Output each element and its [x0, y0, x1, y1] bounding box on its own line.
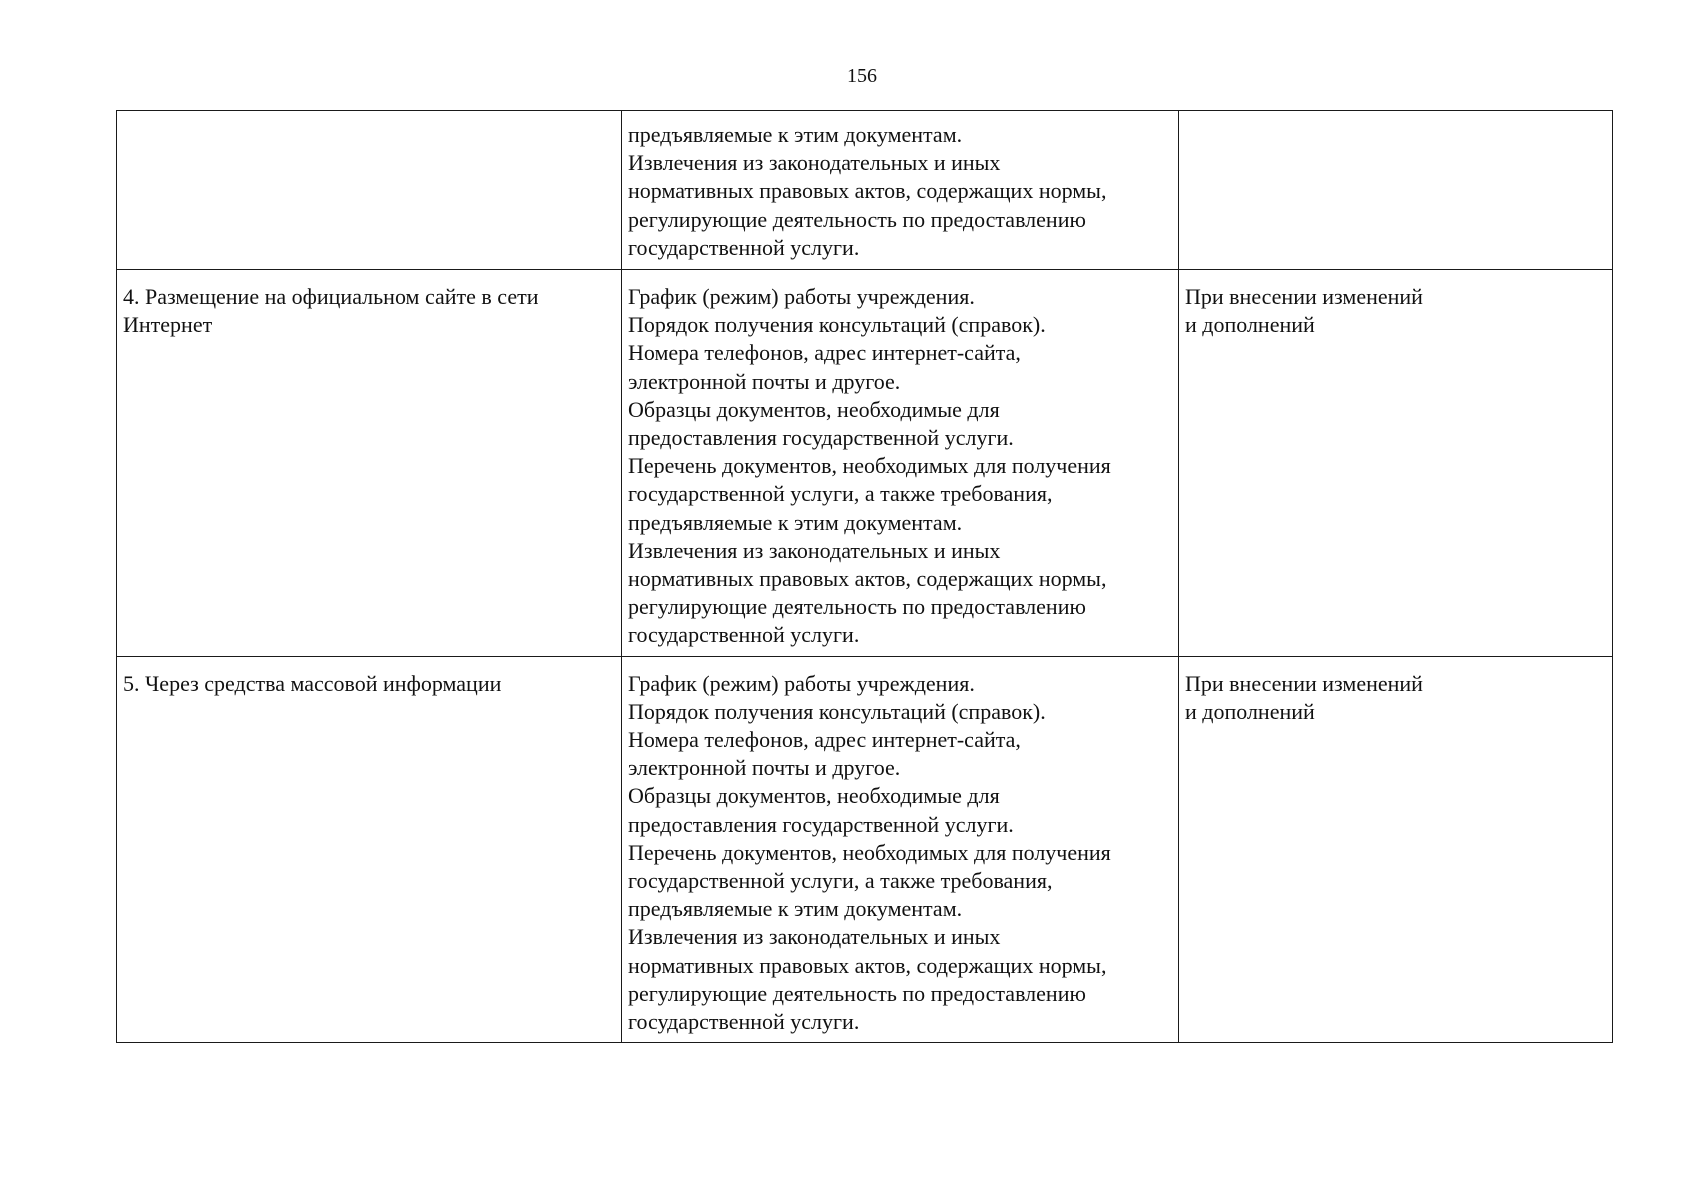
- content-line: Образцы документов, необходимые для: [628, 396, 1000, 422]
- content-line: электронной почты и другое.: [628, 368, 901, 394]
- content-line: Перечень документов, необходимых для получения: [628, 839, 1111, 865]
- content-line: регулирующие деятельность по предоставлению: [628, 980, 1086, 1006]
- content-line: Порядок получения консультаций (справок).: [628, 698, 1046, 724]
- content-line: предъявляемые к этим документам.: [628, 509, 963, 535]
- content-line: предъявляемые к этим документам.: [628, 896, 963, 922]
- table-row: [117, 270, 1613, 657]
- frequency-line: При внесении изменений: [1185, 670, 1423, 696]
- content-cell: [622, 270, 1179, 657]
- content-line: Извлечения из законодательных и иных: [628, 924, 1001, 950]
- frequency-line: и дополнений: [1185, 698, 1315, 724]
- content-cell: [622, 111, 1179, 270]
- content-line: нормативных правовых актов, содержащих нормы,: [628, 178, 1107, 204]
- content-line: предоставления государственной услуги.: [628, 425, 1014, 451]
- frequency-line: и дополнений: [1185, 312, 1315, 338]
- content-line: нормативных правовых актов, содержащих нормы,: [628, 952, 1107, 978]
- content-line: предъявляемые к этим документам.: [628, 122, 963, 147]
- frequency-cell: [1179, 111, 1613, 270]
- content-line: График (режим) работы учреждения.: [628, 284, 975, 309]
- method-cell: [117, 656, 622, 1043]
- content-line: государственной услуги, а также требования,: [628, 481, 1053, 507]
- content-line: государственной услуги.: [628, 1009, 860, 1035]
- content-line: График (режим) работы учреждения.: [628, 670, 975, 696]
- information-table: [116, 110, 1613, 1043]
- method-line: 5. Через средства массовой информации: [123, 670, 502, 696]
- content-line: Извлечения из законодательных и иных: [628, 537, 1001, 563]
- method-line: 4. Размещение на официальном сайте в сети: [123, 284, 539, 309]
- frequency-cell: [1179, 656, 1613, 1043]
- frequency-cell: [1179, 270, 1613, 657]
- content-line: нормативных правовых актов, содержащих нормы,: [628, 566, 1107, 592]
- content-line: государственной услуги, а также требования,: [628, 868, 1053, 894]
- content-line: Образцы документов, необходимые для: [628, 783, 1000, 809]
- content-line: Извлечения из законодательных и иных: [628, 150, 1001, 176]
- content-line: Перечень документов, необходимых для получения: [628, 453, 1111, 479]
- method-cell: [117, 111, 622, 270]
- content-line: регулирующие деятельность по предоставлению: [628, 206, 1086, 232]
- content-line: регулирующие деятельность по предоставлению: [628, 594, 1086, 620]
- method-line: Интернет: [123, 312, 213, 338]
- content-line: Номера телефонов, адрес интернет-сайта,: [628, 340, 1021, 366]
- content-line: государственной услуги.: [628, 234, 860, 260]
- content-line: государственной услуги.: [628, 622, 860, 648]
- frequency-line: При внесении изменений: [1185, 284, 1423, 309]
- table-row: [117, 111, 1613, 270]
- content-line: Номера телефонов, адрес интернет-сайта,: [628, 727, 1021, 753]
- content-line: Порядок получения консультаций (справок).: [628, 312, 1046, 338]
- method-cell: [117, 270, 622, 657]
- content-cell: [622, 656, 1179, 1043]
- content-line: предоставления государственной услуги.: [628, 811, 1014, 837]
- page-number: 156: [847, 65, 877, 87]
- table-row: [117, 656, 1613, 1043]
- content-line: электронной почты и другое.: [628, 755, 901, 781]
